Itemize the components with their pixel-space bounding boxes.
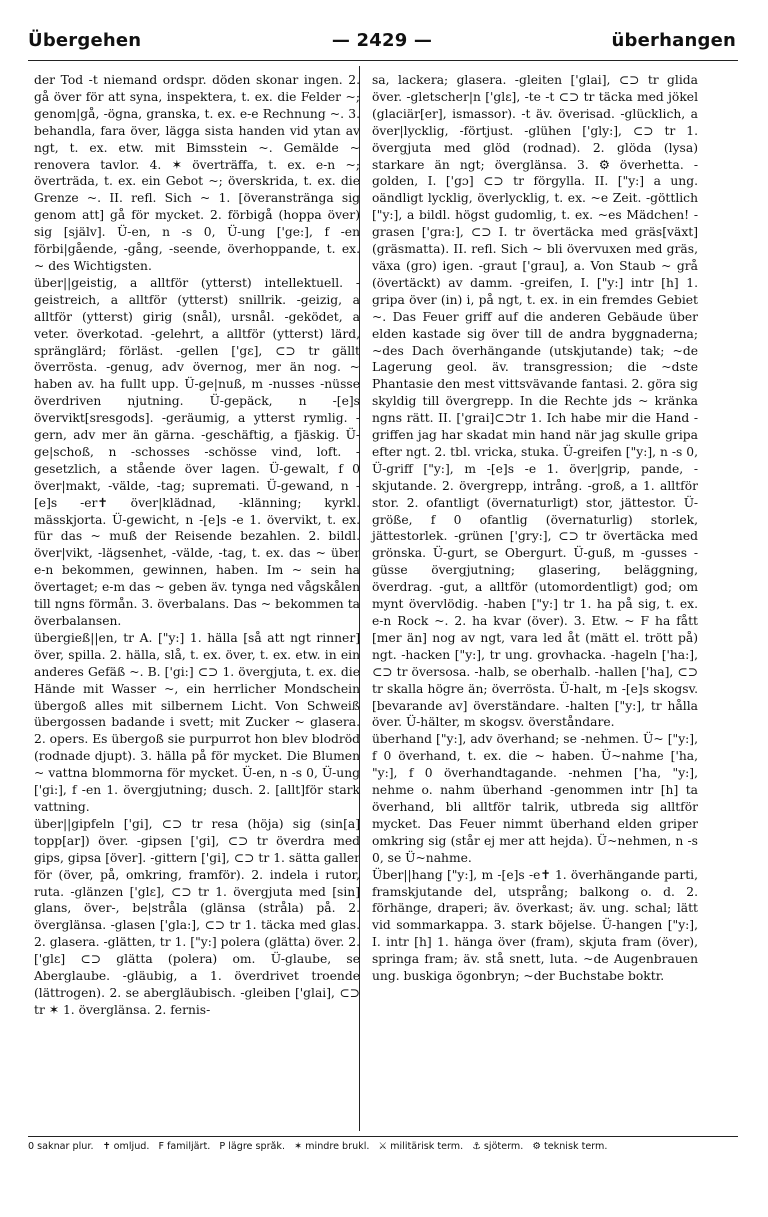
page-header — [28, 30, 736, 60]
right-column — [372, 72, 698, 985]
entry-paragraph: überhand ["y:], adv överhand; se -nehmen. Ü~ ["y:], f 0 överhand, t. ex. die ~ haben. Ü~nahme ['ha, "y:], f 0 överhandtagande. -nehmen ['ha, "y:], nehme o. nahm überhand -genommen intr [h] ta överhand, bli alltför talrik, utbreda sig alltför mycket. Das Feuer nimmt überhand elden griper omkring sig (står ej mer att hejda). Ü~nehmen, n -s 0, se Ü~nahme. — [372, 732, 698, 865]
header-left-word: Übergehen — [28, 30, 142, 51]
legend-item: ⚔ militärisk term. — [378, 1141, 464, 1152]
abbreviation-legend — [28, 1141, 738, 1152]
page-number: — 2429 — — [331, 30, 433, 51]
entry-paragraph: über||gipfeln ['gi], ⊂⊃ tr resa (höja) sig (sin[a] topp[ar]) över. -gipsen ['gi], ⊂⊃ tr överdra med gips, gipsa [över]. -gittern ['gi], ⊂⊃ tr 1. sätta galler för (över, på, omkring, framför). 2. indela i rutor, ruta. -glänzen ['glɛ], ⊂⊃ tr 1. övergjuta med [sin] glans, över-, be|stråla (glänsa (stråla) på. 2. överglänsa. -glasen ['gla:], ⊂⊃ tr 1. täcka med glas. 2. glasera. -glätten, tr 1. ["y:] polera (glätta) över. 2. ['glɛ] ⊂⊃ glätta (polera) om. Ü-glaube, se Aberglaube. -gläubig, a 1. överdrivet troende (lättrogen). 2. se abergläubisch. -gleiben ['glai], ⊂⊃ tr ✶ 1. överglänsa. 2. fernis- — [34, 816, 360, 1017]
left-column — [34, 72, 360, 1019]
column-divider — [359, 66, 360, 1131]
legend-item: F familjärt. — [158, 1141, 211, 1152]
entry-paragraph: sa, lackera; glasera. -gleiten ['glai], ⊂⊃ tr glida över. -gletscher|n ['glɛ], -te -t ⊂⊃ tr täcka med jökel (glaciär[er], ismassor). -t äv. överisad. -glücklich, a över|lycklig, -förtjust. -glühen ['gly:], ⊂⊃ tr 1. övergjuta med glöd (rodnad). 2. glöda (lysa) starkare än ngt; överglänsa. 3. ⚙ överhetta. -golden, I. ['gɔ] ⊂⊃ tr förgylla. II. ["y:] a ung. oändligt lycklig, överlycklig, t. ex. ~e Zeit. -göttlich ["y:], a bildl. högst gudomlig, t. ex. ~es Mädchen! -grasen ['gra:], ⊂⊃ I. tr övertäcka med gräs[växt] (gräsmatta). II. refl. Sich ~ bli övervuxen med gräs, växa (gro) igen. -graut ['grau], a. Von Staub ~ grå (övertäckt) av damm. -greifen, I. ["y:] intr [h] 1. gripa över (in) i, på ngt, t. ex. in ein fremdes Gebiet ~. Das Feuer griff auf die anderen Gebäude über elden kastade sig över till de andra byggnaderna; ~des Dach överhängande (utskjutande) tak; ~de Lagerung geol. äv. transgression; die ~dste Phantasie den mest vittsvävande fantasi. 2. göra sig skyldig till övergrepp. In die Rechte jds ~ kränka ngns rätt. II. ['grai]⊂⊃tr 1. Ich habe mir die Hand -griffen jag har skadat min hand när jag skulle gripa efter ngt. 2. tbl. vricka, stuka. Ü-greifen ["y:], n -s 0, Ü-griff ["y:], m -[e]s -e 1. över|grip, pande, -skjutande. 2. övergrepp, intrång. -groß, a 1. alltför stor. 2. ofantligt (övernaturligt) stor, jättestor. Ü-größe, f 0 ofantlig (övernaturlig) storlek, jättestorlek. -grünen ['gry:], ⊂⊃ tr övertäcka med grönska. Ü-gurt, se Obergurt. Ü-guß, m -gusses -güsse övergjutning; glasering, beläggning, överdrag. -gut, a alltför (utomordentligt) god; om mynt övervlödig. -haben ["y:] tr 1. ha på sig, t. ex. e-n Rock ~. 2. ha kvar (över). 3. Etw. ~ F ha fått [mer än] nog av ngt, vara led åt (mätt el. trött på) ngt. -hacken ["y:], tr ung. grovhacka. -hageln ['ha:], ⊂⊃ tr översosa. -halb, se oberhalb. -hallen ['ha], ⊂⊃ tr skalla högre än; överrösta. Ü-halt, m -[e]s skogsv. [bevarande av] överständare. -halten ["y:], tr hålla över. Ü-hälter, m skogsv. överståndare. — [372, 73, 698, 730]
legend-item: ⚓ sjöterm. — [472, 1141, 524, 1152]
legend-item: P lägre språk. — [219, 1141, 286, 1152]
entry-paragraph: über||geistig, a alltför (ytterst) intellektuell. -geistreich, a alltför (ytterst) snillrik. -geizig, a alltför (ytterst) girig (snål), ursnål. -geködet, a veter. överkotad. -gelehrt, a alltför (ytterst) lärd, spränglärd; förläst. -gellen ['gɛ], ⊂⊃ tr gällt överrösta. -genug, adv övernog, mer än nog. ~ haben av. ha fullt upp. Ü-ge|nuß, m -nusses -nüsse överdriven njutning. Ü-gepäck, n -[e]s övervikt[sresgods]. -geräumig, a ytterst rymlig. -gern, adv mer än gärna. -geschäftig, a fjäskig. Ü-ge|schoß, n -schosses -schösse vind, loft. -gesetzlich, a stående över lagen. Ü-gewalt, f 0 över|makt, -välde, -tag; supremati. Ü-gewand, n -[e]s -er✝ över|klädnad, -klänning; kyrkl. mässkjorta. Ü-gewicht, n -[e]s -e 1. övervikt, t. ex. für das ~ muß der Reisende bezahlen. 2. bildl. över|vikt, -lägsenhet, -välde, -tag, t. ex. das ~ über e-n bekommen, gewinnen, haben. Im ~ sein ha övertaget; e-m das ~ geben äv. tynga ned vågskålen till ngns förmån. 3. överbalans. Das ~ bekommen ta överbalansen. — [34, 275, 360, 628]
legend-item: ✝ omljud. — [102, 1141, 150, 1152]
footer-rule — [28, 1136, 738, 1137]
legend-item: ⚙ teknisk term. — [532, 1141, 608, 1152]
header-rule — [28, 60, 738, 61]
legend-item: 0 saknar plur. — [28, 1141, 94, 1152]
entry-paragraph: Über||hang ["y:], m -[e]s -e✝ 1. överhängande parti, framskjutande del, utsprång; balkong o. d. 2. förhänge, draperi; äv. överkast; äv. ung. schal; lätt vid sommarkappa. 3. stark böjelse. Ü-hangen ["y:], I. intr [h] 1. hänga över (fram), skjuta fram (över), springa fram; äv. stå snett, luta. ~de Augenbrauen ung. buskiga ögonbryn; ~der Buchstabe boktr. — [372, 867, 698, 984]
header-right-word: überhangen — [611, 30, 736, 51]
entry-paragraph: der Tod -t niemand ordspr. döden skonar ingen. 2. gå över för att syna, inspektera, t. ex. die Felder ~; genom|gå, -ögna, granska, t. ex. e-e Rechnung ~. 3. behandla, fara över, lägga sista handen vid ytan av ngt, t. ex. etw. mit Bimsstein ~. Gemälde ~ renovera tavlor. 4. ✶ överträffa, t. ex. e-n ~; överträda, t. ex. ein Gebot ~; överskrida, t. ex. die Grenze ~. II. refl. Sich ~ 1. [överanstränga sig genom att] gå för mycket. 2. förbigå (hoppa över) sig [själv]. Ü-en, n -s 0, Ü-ung ['ge:], f -en förbi|gående, -gång, -seende, överhoppande, t. ex. ~ des Wichtigsten. — [34, 73, 360, 273]
legend-item: ✶ mindre brukl. — [294, 1141, 370, 1152]
entry-paragraph: übergieß||en, tr A. ["y:] 1. hälla [så att ngt rinner] över, spilla. 2. hälla, slå, t. ex. över, t. ex. etw. in ein anderes Gefäß ~. B. ['gi:] ⊂⊃ 1. övergjuta, t. ex. die Hände mit Wasser ~, ein herrlicher Mondschein übergoß alles mit silbernem Licht. Von Schweiß übergossen badande i svett; mit Zucker ~ glasera. 2. opers. Es übergoß sie purpurrot hon blev blodröd (rodnade djupt). 3. hälla på för mycket. Die Blumen ~ vattna blommorna för mycket. Ü-en, n -s 0, Ü-ung ['gi:], f -en 1. övergjutning; dusch. 2. [allt]för stark vattning. — [34, 630, 360, 814]
